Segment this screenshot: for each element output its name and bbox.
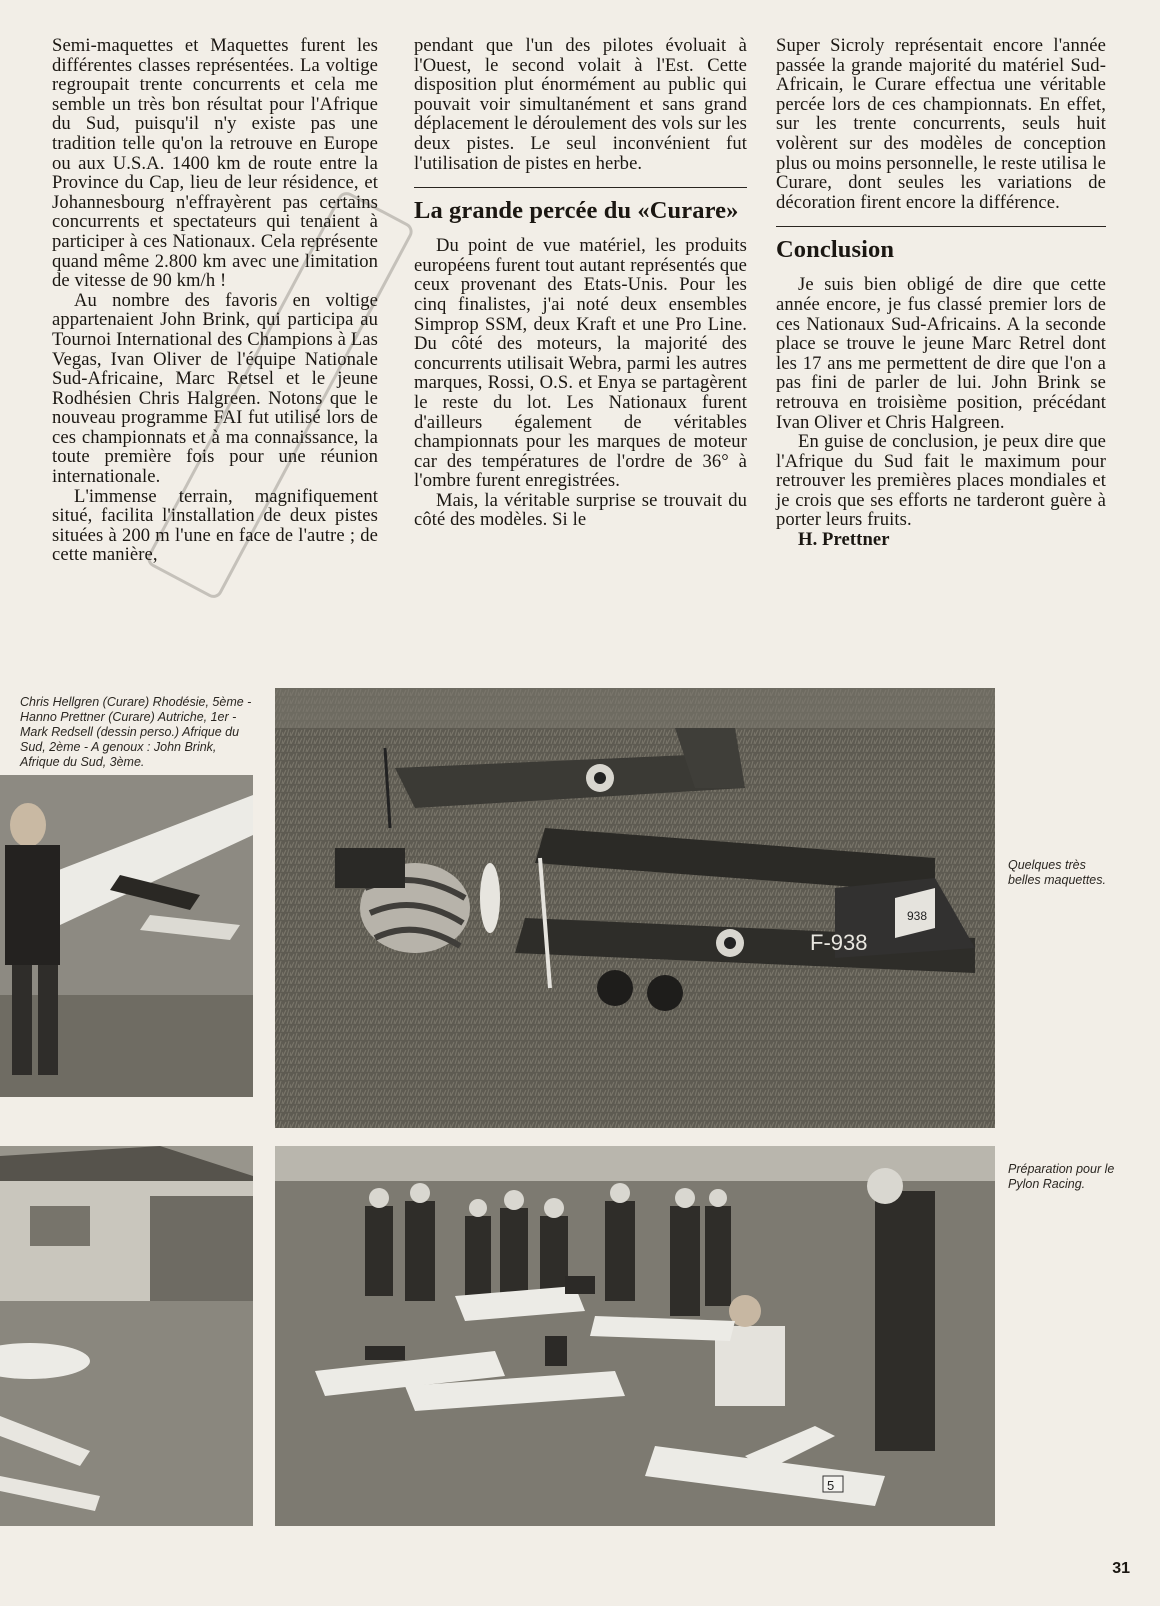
- section-divider: [414, 187, 747, 188]
- paragraph: L'immense terrain, magnifiquement situé, facilita l'installation de deux pistes situées à 200 m l'une en face de l'autre ; de cette manière,: [52, 485, 378, 566]
- photo-pilot-with-model: [0, 775, 253, 1097]
- biplane-fin-marking: 938: [907, 909, 928, 923]
- pylon-model-number: 5: [827, 1478, 835, 1493]
- paragraph: Au nombre des favoris en voltige appartenaient John Brink, qui participa au Tournoi International des Champions à Las Vegas, Ivan Oliver de l'équipe Nationale Sud-Africaine, Marc Retsel et le jeune Rodhésien Chris Halgreen. Notons que le nouveau programme FAI fut utilisé lors de ces championnats et à ma connaissance, la toute première fois pour une réunion internationale.: [52, 289, 378, 488]
- author-signature: H. Prettner: [798, 529, 890, 551]
- caption-scale-models: Quelques très belles maquettes.: [1008, 858, 1106, 887]
- paragraph: Super Sicroly représentait encore l'année passée la grande majorité du matériel Sud-Africain, le Curare effectua une véritable percée lors de ces championnats. En effet, sur les trente concurrents, seuls huit volèrent sur des modèles de conception plus ou moins personnelle, le reste utilisa le Curare, dont seules les variations de décoration firent encore la différence.: [776, 35, 1106, 213]
- text-column-2: [414, 36, 747, 530]
- section-heading-curare: La grande percée du «Curare»: [414, 197, 739, 225]
- paragraph: Semi-maquettes et Maquettes furent les différentes classes représentées. La voltige regroupait trente concurrents et cela me semble un très bon résultat pour l'Afrique du Sud, puisqu'il n'y existe pas une tradition telle qu'on la retrouve en Europe ou aux U.S.A. 1400 km de route entre la Province du Cap, lieu de leur résidence, et Johannesbourg n'effrayèrent pas certains concurrents et spectateurs qui tenaient à participer à ces Nationaux. Cela représente quand même 2.800 km avec une limitation de vitesse de 90 km/h !: [52, 35, 378, 292]
- caption-pilots: Chris Hellgren (Curare) Rhodésie, 5ème - Hanno Prettner (Curare) Autriche, 1er - Mark Redsell (dessin perso.) Afrique du Sud, 2ème - A genoux : John Brink, Afrique du Sud, 3ème.: [20, 695, 252, 769]
- paragraph: En guise de conclusion, je peux dire que l'Afrique du Sud fait le maximum pour retrouver les premières places mondiales et je crois que ses efforts ne tarderont guère à porter leurs fruits.: [776, 431, 1106, 531]
- photo-scale-models: [275, 688, 995, 1128]
- section-heading-conclusion: Conclusion: [776, 236, 895, 264]
- paragraph: Je suis bien obligé de dire que cette année encore, je fus classé premier lors de ces Nationaux Sud-Africains. A la seconde place se trouve le jeune Marc Retrel dont les 17 ans me permettent de dire que l'on a pas fini de parler de lui. John Brink se retrouva en troisième position, précédant Ivan Oliver et Chris Halgreen.: [776, 274, 1106, 433]
- text-column-3: [776, 36, 1106, 550]
- photo-pylon-racing-preparation: [275, 1146, 995, 1526]
- biplane-serial-marking: F-938: [810, 930, 868, 955]
- text-column-1: [52, 36, 378, 565]
- paragraph: Du point de vue matériel, les produits européens furent tout autant représentés que ceux provenant des Etats-Unis. Pour les cinq finalistes, j'ai noté deux ensembles Simprop SSM, deux Kraft et une Pro Line. Du côté des moteurs, la majorité des concurrents utilisait Webra, parmi les autres marques, Rossi, O.S. et Enya se partagèrent le reste du lot. Les Nationaux furent d'ailleurs également de véritables championnats pour les marques de moteur car des températures de l'ordre de 36° à l'ombre furent enregistrées.: [414, 235, 747, 492]
- caption-pylon-racing: Préparation pour le Pylon Racing.: [1008, 1162, 1115, 1191]
- paragraph: Mais, la véritable surprise se trouvait du côté des modèles. Si le: [414, 489, 747, 531]
- paragraph: pendant que l'un des pilotes évoluait à l'Ouest, le second volait à l'Est. Cette disposition plut énormément au public qui pouvait voir simultanément et sans grand déplacement le déroulement des vols sur les deux pistes. Le seul inconvénient fut l'utilisation de pistes en herbe.: [414, 35, 747, 174]
- photo-hangar: [0, 1146, 253, 1526]
- page-number: 31: [1112, 1560, 1130, 1577]
- section-divider: [776, 226, 1106, 227]
